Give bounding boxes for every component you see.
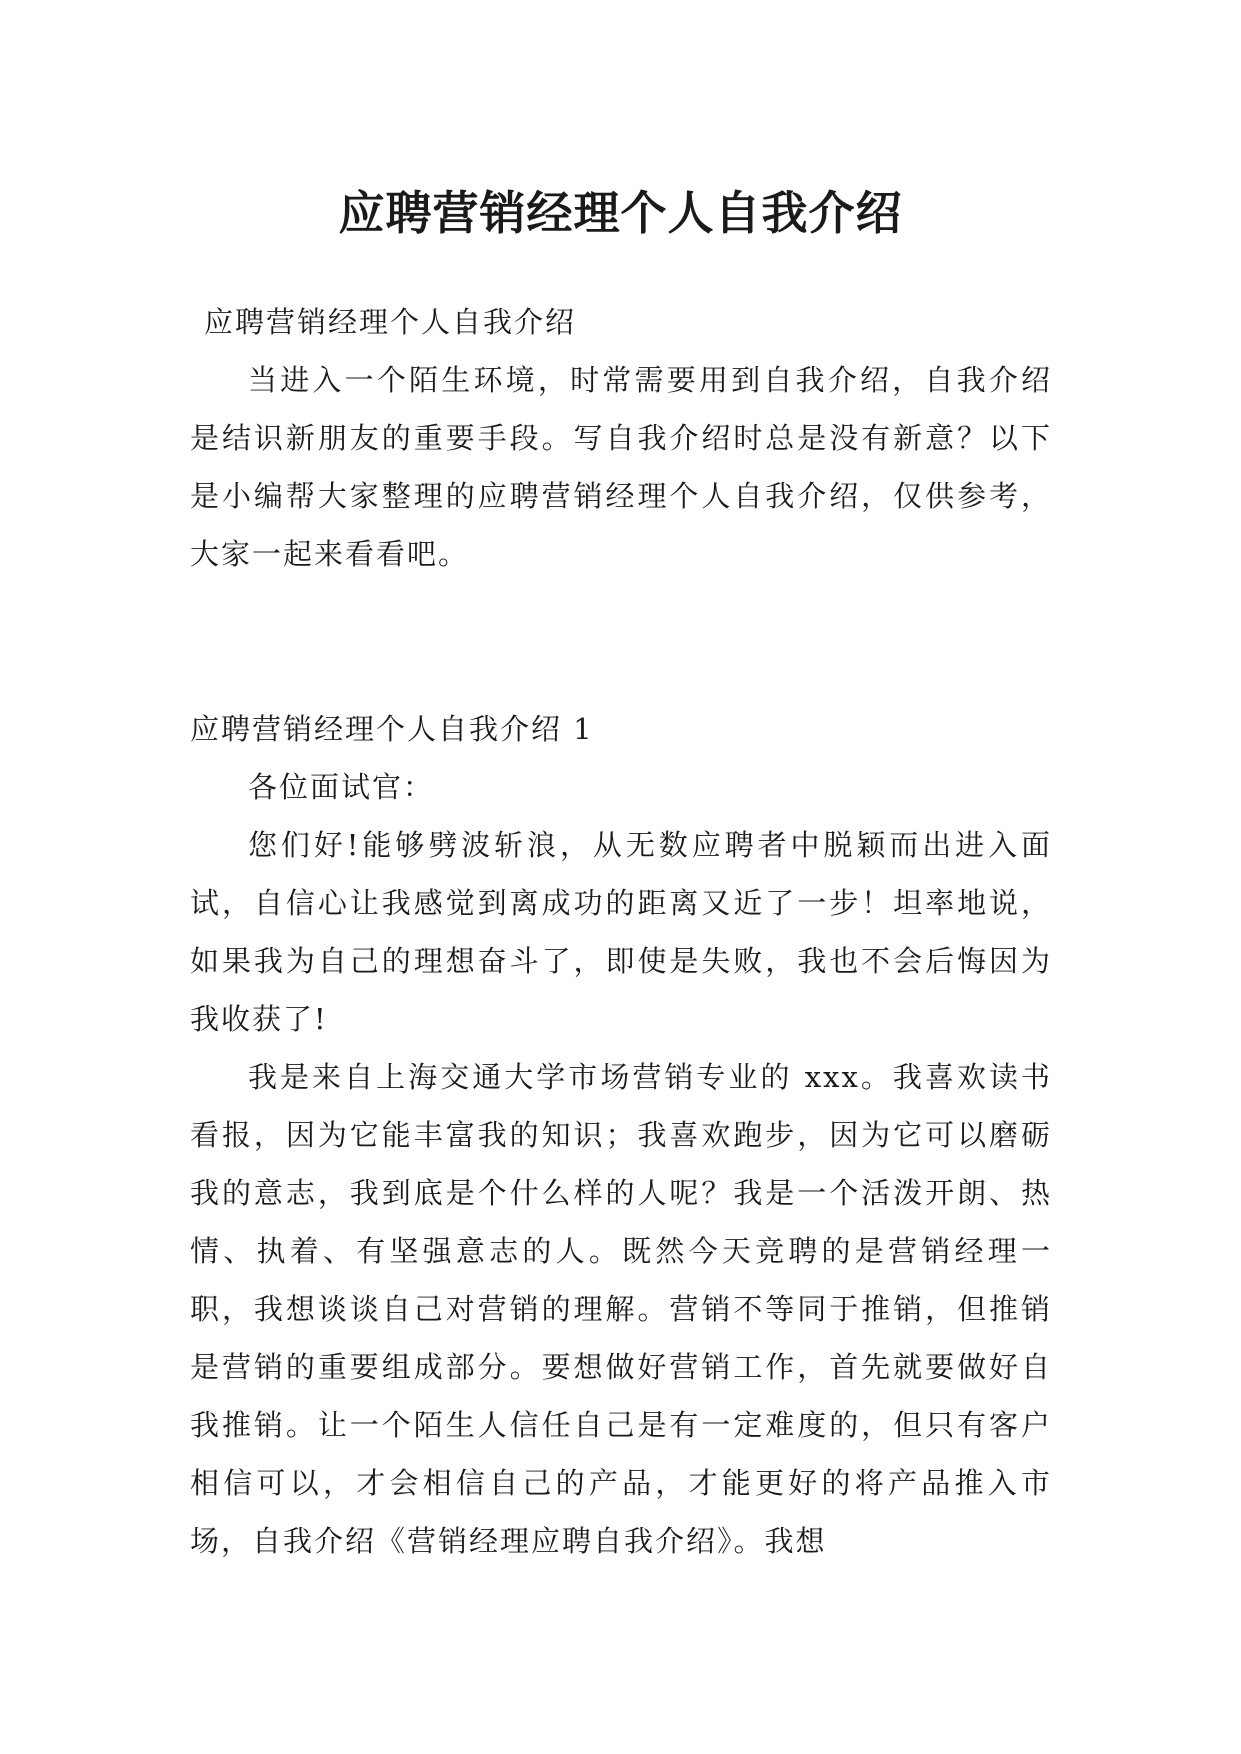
intro-heading: 应聘营销经理个人自我介绍 bbox=[204, 305, 577, 339]
document-title: 应聘营销经理个人自我介绍 bbox=[338, 185, 903, 240]
section-1-greeting: 各位面试官： bbox=[248, 770, 435, 804]
intro-paragraph: 当进入一个陌生环境，时常需要用到自我介绍，自我介绍是结识新朋友的重要手段。写自我介绍时总是没有新意？以下是小编帮大家整理的应聘营销经理个人自我介绍，仅供参考，大家一起来看看吧。 bbox=[190, 363, 1052, 571]
intro-section bbox=[190, 293, 1052, 583]
section-1-paragraph-2: 我是来自上海交通大学市场营销专业的 xxx。我喜欢读书看报，因为它能丰富我的知识；我喜欢跑步，因为它可以磨砺我的意志，我到底是个什么样的人呢？我是一个活泼开朗、热情、执着、有坚强意志的人。既然今天竞聘的是营销经理一职，我想谈谈自己对营销的理解。营销不等同于推销，但推销是营销的重要组成部分。要想做好营销工作，首先就要做好自我推销。让一个陌生人信任自己是有一定难度的，但只有客户相信可以，才会相信自己的产品，才能更好的将产品推入市场，自我介绍《营销经理应聘自我介绍》。我想 bbox=[190, 1060, 1052, 1558]
section-1-heading: 应聘营销经理个人自我介绍 1 bbox=[190, 712, 594, 746]
section-1 bbox=[190, 700, 1052, 1570]
section-1-paragraph-1: 您们好!能够劈波斩浪，从无数应聘者中脱颖而出进入面试，自信心让我感觉到离成功的距离又近了一步！坦率地说，如果我为自己的理想奋斗了，即使是失败，我也不会后悔因为我收获了! bbox=[190, 828, 1052, 1036]
